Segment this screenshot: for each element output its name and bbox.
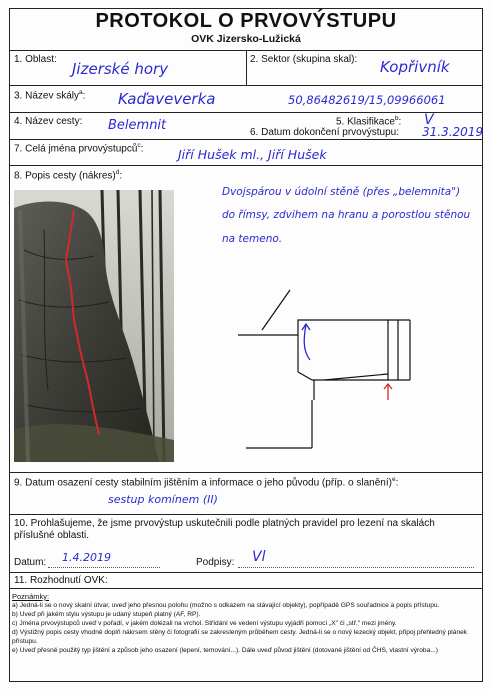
declaration-text: 10. Prohlašujeme, že jsme prvovýstup uskutečnili podle platných pravidel pro lezení na skalách xyxy=(14,518,435,529)
row-divider xyxy=(9,112,483,113)
date-line xyxy=(48,567,160,568)
route-description-line: na temeno. xyxy=(222,233,283,245)
field-label-datum: Datum: xyxy=(14,557,47,568)
field-label-oblast: 1. Oblast: xyxy=(14,54,57,65)
field-label-sektor: 2. Sektor (skupina skal): xyxy=(250,54,358,65)
row-divider xyxy=(9,85,483,86)
note-item: a) Jedná-li se o nový skalní útvar, uveď jeho přesnou polohu (možno s odkazem na stávající objekty), popřípadě GPS souřadnice a popis přístupu. xyxy=(12,602,440,609)
route-description-line: do římsy, zdvihem na hranu a porostlou stěnou xyxy=(222,209,471,221)
note-item: b) Uveď při jakém stylu výstupu je udaný stupeň platný (AF, RP). xyxy=(12,611,201,618)
field-label-nazev-cesty: 4. Název cesty: xyxy=(14,116,83,127)
notes-list xyxy=(12,601,478,655)
field-value-jmena: Jiří Hušek ml., Jiří Hušek xyxy=(178,147,327,162)
field-value-gps: 50,86482619/15,09966061 xyxy=(288,93,446,107)
column-divider xyxy=(246,50,247,85)
field-label-osazeni: 9. Datum osazení cesty stabilním jištěním a informace o jeho původu (příp. o slanění)$^e$: xyxy=(14,476,399,489)
row-divider xyxy=(9,165,483,166)
rock-photo xyxy=(14,190,174,462)
note-item: d) Výstižný popis cesty vhodně doplň nákrsem stěny či fotografií se zakresleným průběhem cesty. Jedná-li se o nový lezecký objekt, připoj přehledný plánek přístupu. xyxy=(12,629,468,645)
field-value-sektor: Kopřivník xyxy=(380,58,450,76)
route-sketch xyxy=(238,280,428,450)
field-label-podpisy: Podpisy: xyxy=(196,557,235,568)
field-label-popis: 8. Popis cesty (nákres)$^d$: xyxy=(14,169,123,182)
field-value-klasifikace: V xyxy=(424,112,434,128)
field-value-nazev-cesty: Belemnit xyxy=(108,118,167,133)
field-label-nazev-skaly: 3. Název skály$^a$: xyxy=(14,89,86,102)
field-value-nazev-skaly: Kaďaveverka xyxy=(118,90,216,108)
route-description-line: Dvojspárou v údolní stěně (přes „belemnita") xyxy=(222,186,461,198)
field-label-rozhodnuti: 11. Rozhodnutí OVK: xyxy=(14,575,108,586)
row-divider xyxy=(9,588,483,589)
row-divider xyxy=(9,472,483,473)
field-value-datum: 1.4.2019 xyxy=(62,551,111,564)
field-value-oblast: Jizerské hory xyxy=(72,60,169,78)
note-item: e) Uveď přesně použitý typ jištění a způsob jeho osazení (lepení, temování...). Dále uveď původ jištění (dotované jištění od ČHS, vlastní výroba...) xyxy=(12,647,438,654)
row-divider xyxy=(9,514,483,515)
field-value-datum-dokonceni: 31.3.2019 xyxy=(422,125,484,139)
page-title: PROTOKOL O PRVOVÝSTUPU xyxy=(95,10,397,32)
start-arrow xyxy=(384,384,392,400)
page-subtitle: OVK Jizersko-Lužická xyxy=(191,33,301,45)
declaration-text: příslušné oblasti. xyxy=(14,530,90,541)
row-divider xyxy=(9,139,483,140)
route-arrow xyxy=(302,324,310,360)
field-label-datum-dokonceni: 6. Datum dokončení prvovýstupu: xyxy=(250,127,399,138)
field-label-klasifikace: 5. Klasifikace$^b$: xyxy=(336,115,402,128)
row-divider xyxy=(9,572,483,573)
signature-line xyxy=(238,567,474,568)
field-value-osazeni: sestup komínem (II) xyxy=(108,493,218,506)
notes-title: Poznámky: xyxy=(12,592,50,601)
field-value-podpisy: Vl xyxy=(252,549,266,565)
note-item: c) Jména prvovýstupců uveď v pořadí, v jakém dolézali na vrchol. Střídání ve vedení výstupu vyjádři pomocí „X" či „stř." mezi jmény. xyxy=(12,620,397,627)
field-label-jmena: 7. Celá jména prvovýstupců$^c$: xyxy=(14,142,144,155)
